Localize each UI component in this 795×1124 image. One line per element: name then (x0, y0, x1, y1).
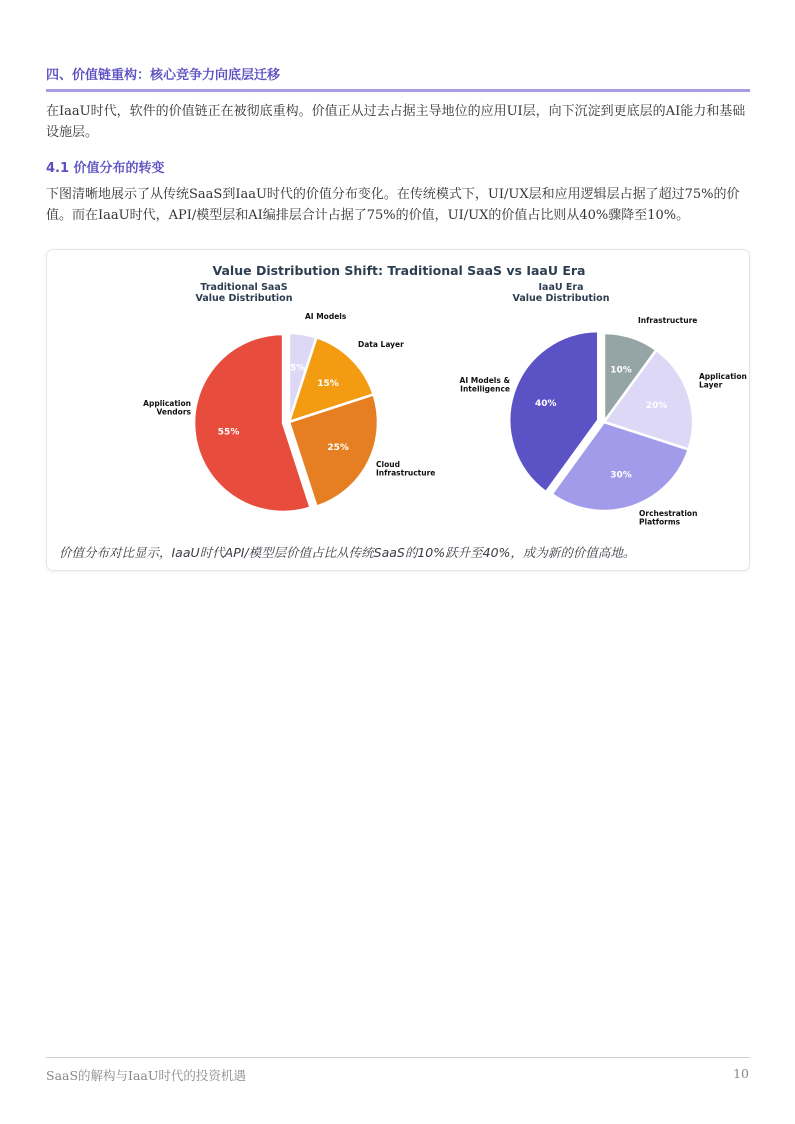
traditional-saas-pie (143, 312, 435, 512)
pie-charts-figure (47, 250, 749, 540)
section-title: 四、价值链重构：核心竞争力向底层迁移 (46, 68, 281, 83)
footer-page-number: 10 (733, 1066, 749, 1081)
traditional-saas-subtitle: Traditional SaaS Value Distribution (195, 282, 293, 304)
traditional-category-label-application-vendors: Application Vendors (143, 399, 191, 417)
iaau-category-label-ai-models-intelligence: AI Models & Intelligence (459, 376, 510, 394)
iaau-category-label-orchestration-platforms: Orchestration Platforms (639, 509, 698, 527)
traditional-value-label-application-vendors: 55% (217, 427, 240, 438)
iaau-value-label-orchestration-platforms: 30% (610, 470, 632, 481)
traditional-category-label-cloud-infrastructure: Cloud Infrastructure (376, 460, 436, 478)
figure-caption: 价值分布对比显示，IaaU时代API/模型层价值占比从传统SaaS的10%跃升至40%，成为新的价值高地。 (59, 545, 636, 560)
figure-card (46, 249, 750, 571)
subsection-title: 4.1 价值分布的转变 (46, 161, 165, 176)
iaau-value-label-infrastructure: 10% (610, 365, 632, 376)
traditional-value-label-ai-models: 5% (289, 363, 306, 374)
intro-paragraph: 在IaaU时代，软件的价值链正在被彻底重构。价值正从过去占据主导地位的应用UI层，向下沉淀到更底层的AI能力和基础设施层。 (46, 104, 746, 140)
iaau-era-pie (460, 316, 747, 527)
iaau-category-label-application-layer: Application Layer (699, 372, 747, 390)
iaau-value-label-ai-models-intelligence: 40% (535, 399, 557, 410)
traditional-category-label-data-layer: Data Layer (358, 340, 404, 349)
footer-divider (46, 1057, 750, 1058)
body-paragraph: 下图清晰地展示了从传统SaaS到IaaU时代的价值分布变化。在传统模式下，UI/UX层和应用逻辑层占据了超过75%的价值。而在IaaU时代，API/模型层和AI编排层合计占据了75%的价值，UI/UX的价值占比则从40%骤降至10%。 (46, 187, 740, 223)
footer-document-title: SaaS的解构与IaaU时代的投资机遇 (46, 1068, 246, 1083)
iaau-era-subtitle: IaaU Era Value Distribution (512, 282, 610, 304)
traditional-category-label-ai-models: AI Models (305, 312, 347, 321)
section-divider (46, 89, 750, 92)
traditional-value-label-cloud-infrastructure: 25% (327, 443, 349, 454)
figure-title: Value Distribution Shift: Traditional SaaS vs IaaU Era (212, 263, 586, 278)
iaau-category-label-infrastructure: Infrastructure (638, 316, 698, 325)
traditional-value-label-data-layer: 15% (317, 378, 339, 389)
iaau-value-label-application-layer: 20% (645, 400, 668, 411)
